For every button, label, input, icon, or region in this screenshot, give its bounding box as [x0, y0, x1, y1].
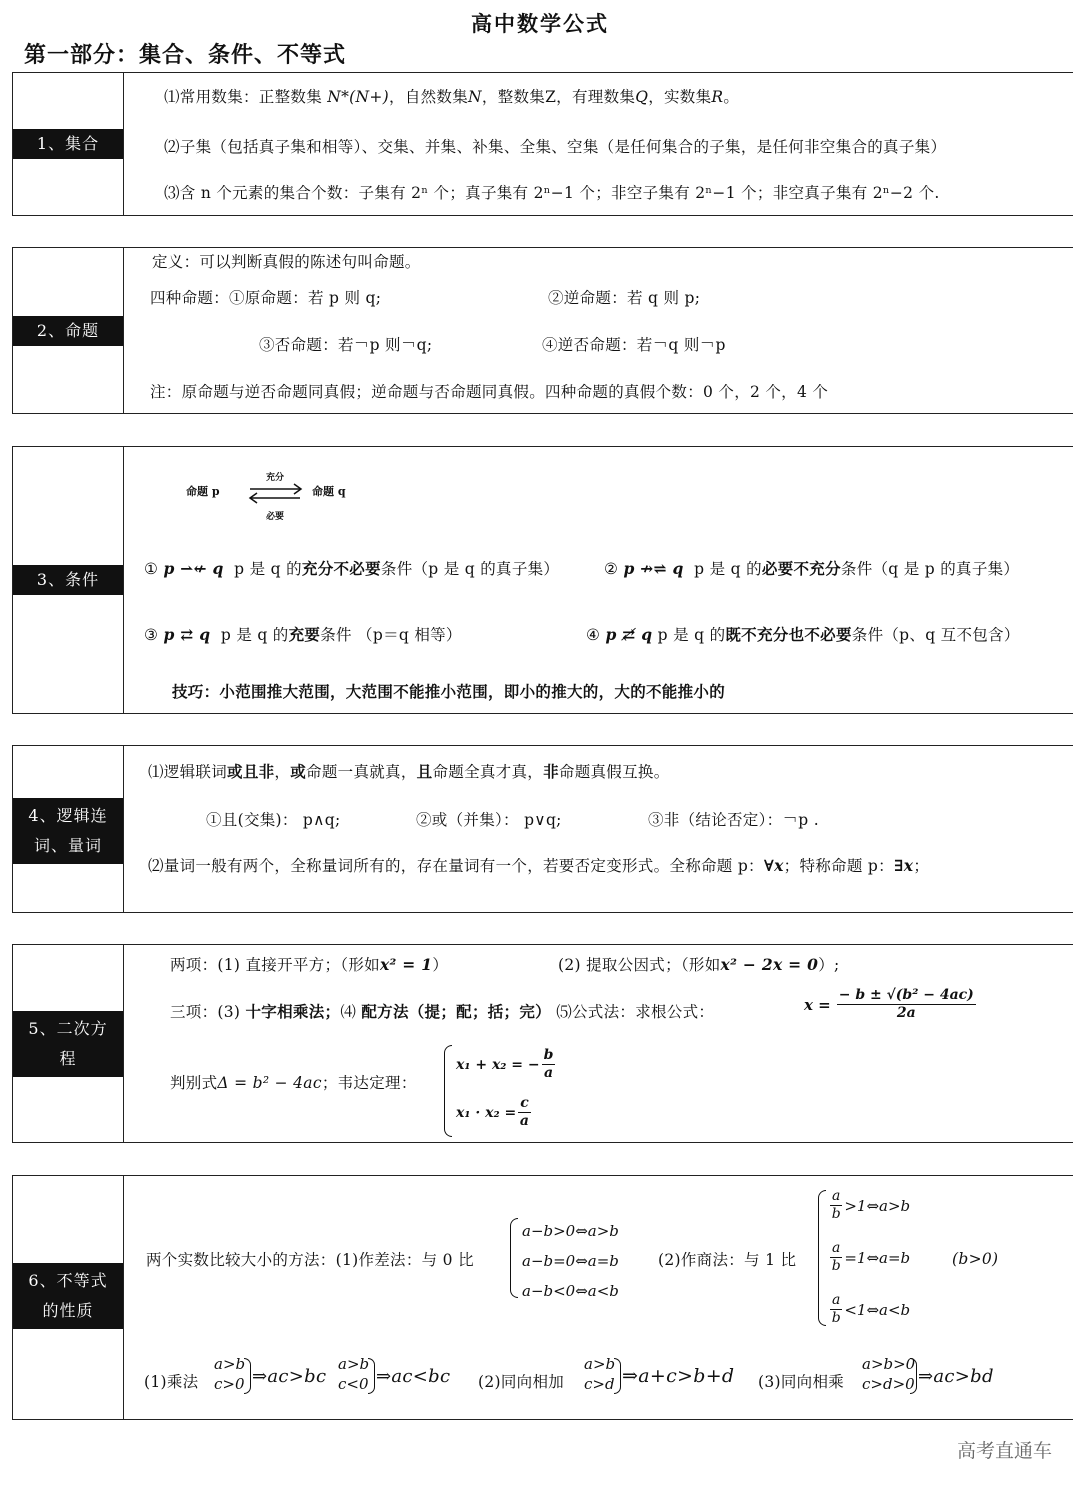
section-content: [134, 1176, 1073, 1419]
right-brace-icon: [614, 1358, 621, 1394]
math-symbol: p ⇄̸ q: [605, 625, 653, 644]
text: p 是 q 的: [234, 560, 302, 578]
left-brace-icon: [510, 1218, 518, 1298]
text: ；: [913, 857, 930, 875]
math-symbol: ∀x: [763, 856, 784, 875]
quotient-fraction: [830, 1188, 842, 1223]
section-sets: [12, 72, 1073, 216]
math-symbol: N: [468, 88, 482, 106]
watermark: 高考直通车: [956, 1440, 1052, 1462]
text: 判别式: [170, 1074, 218, 1092]
section-label-column: [12, 73, 124, 215]
text: ；特称命题 p：: [783, 857, 894, 875]
math-symbol: x₁ · x₂ =: [456, 1104, 517, 1121]
premise: a>b>0: [862, 1355, 916, 1373]
fraction-denominator: b: [831, 1310, 841, 1326]
two-term-methods: [170, 953, 448, 975]
sets-line-3: ⑶含 n 个元素的集合个数：子集有 2ⁿ 个；真子集有 2ⁿ−1 个；非空子集有 2ⁿ−1 个；非空真子集有 2ⁿ−2 个.: [164, 184, 940, 202]
section-label: [13, 798, 123, 864]
section-label-column: [12, 1176, 124, 1419]
proposition-note: 注：原命题与逆否命题同真假；逆命题与否命题同真假。四种命题的真假个数：0 个，2 个，4 个: [150, 383, 829, 401]
text: 条件（q 是 p 的真子集）: [840, 560, 1020, 578]
right-brace-icon: [244, 1358, 251, 1394]
diagram-top-label: 充分: [266, 473, 285, 483]
text: ⑴逻辑联词: [148, 763, 228, 781]
sets-line-1: [164, 85, 739, 107]
text: 配方法（提；配；括；完）: [361, 1002, 551, 1021]
text: 非: [543, 762, 559, 781]
quotient-condition: (b>0): [952, 1250, 999, 1268]
diagram-bottom-label: 必要: [266, 512, 285, 522]
left-brace-icon: [444, 1045, 452, 1137]
left-brace-icon: [818, 1190, 826, 1326]
fraction-numerator: c: [520, 1095, 529, 1111]
math-symbol: p ↛⇌ q: [623, 559, 684, 578]
case: =1⇔a=b: [844, 1248, 911, 1267]
label-line: 4、逻辑连: [28, 806, 108, 825]
proposition-definition: 定义：可以判断真假的陈述句叫命题。: [152, 253, 421, 271]
section-content: [134, 945, 1073, 1142]
premise: a>b: [584, 1355, 616, 1373]
text: 十字相乘法；: [245, 1002, 341, 1021]
premise: c<0: [338, 1375, 369, 1393]
vieta-fraction: [518, 1095, 531, 1130]
math-symbol: x =: [804, 995, 831, 1014]
case: a−b<0⇔a<b: [522, 1282, 619, 1300]
math-symbol: Q: [635, 88, 649, 106]
text: ，: [274, 763, 291, 781]
proposition-contrapositive: ④逆否命题：若￢q 则￢p: [542, 336, 726, 354]
mul-result-2: ⇒ac<bc: [376, 1366, 451, 1387]
text: ②: [604, 560, 619, 578]
quotient-fraction: [830, 1240, 842, 1275]
text: 命题一真就真，: [306, 763, 417, 781]
add-rule: [584, 1354, 615, 1394]
text: ④: [586, 626, 601, 644]
text: 三项：(3): [170, 1003, 241, 1021]
case: >1⇔a>b: [844, 1196, 911, 1215]
logic-quantifiers: [148, 854, 929, 876]
premise: c>d: [584, 1375, 615, 1393]
fraction-numerator: a: [832, 1240, 841, 1256]
section-label-column: [12, 248, 124, 413]
quotient-method: (2)作商法：与 1 比: [658, 1251, 797, 1269]
label-line: 5、二次方: [28, 1019, 108, 1038]
math-symbol: Δ = b² − 4ac: [217, 1074, 322, 1092]
text: 命题全真才真，: [432, 763, 544, 781]
document-title: 高中数学公式: [471, 11, 609, 36]
text: ，整数集Z，有理数集: [481, 88, 636, 106]
fraction-numerator: a: [832, 1292, 841, 1308]
logic-and: ①且(交集)： p∧q;: [206, 811, 341, 829]
section-label: 2、命题: [13, 316, 123, 346]
label-line: 程: [59, 1049, 77, 1068]
mul-rule-2: [338, 1354, 369, 1394]
difference-method: 两个实数比较大小的方法：(1)作差法：与 0 比: [146, 1251, 474, 1269]
text: 条件（p、q 互不包含）: [851, 626, 1020, 644]
section-conditions: [12, 446, 1073, 714]
part-title: 第一部分：集合、条件、不等式: [24, 42, 347, 68]
text: 条件（p 是 q 的真子集）: [380, 560, 560, 578]
section-quadratic: [12, 944, 1073, 1143]
label-line: 6、不等式: [28, 1271, 108, 1290]
text: ，实数集: [648, 88, 712, 106]
section-logic: [12, 745, 1073, 913]
section-label-column: [12, 945, 124, 1142]
premise: a>b: [214, 1355, 246, 1373]
math-symbol: p ⇄ q: [163, 625, 211, 644]
case: a−b=0⇔a=b: [522, 1252, 619, 1270]
text: 命题真假互换。: [558, 763, 670, 781]
proposition-converse: ②逆命题：若 q 则 p;: [548, 289, 701, 307]
text: ⑷: [340, 1003, 357, 1021]
label-line: 的性质: [42, 1301, 94, 1320]
section-label: [13, 1263, 123, 1329]
text: (2) 提取公因式；（形如: [558, 956, 721, 974]
text: ⑸公式法：求根公式：: [556, 1003, 715, 1021]
text: 且: [416, 762, 433, 781]
math-symbol: N*(N+): [327, 88, 390, 106]
fraction-numerator: a: [832, 1188, 841, 1204]
sets-line-2: ⑵子集（包括真子集和相等）、交集、并集、补集、全集、空集（是任何集合的子集，是任何非空集合的真子集）: [164, 138, 947, 156]
text: ；韦达定理：: [321, 1074, 417, 1092]
right-brace-icon: [910, 1358, 917, 1394]
vieta-product: [456, 1095, 533, 1130]
premise: c>d>0: [862, 1375, 915, 1393]
text: 必要不充分: [761, 559, 841, 578]
math-symbol: x² − 2x = 0: [720, 955, 819, 974]
quotient-case-2: [828, 1240, 910, 1275]
text: p 是 q 的: [694, 560, 762, 578]
math-symbol: p ⇀↚ q: [163, 559, 224, 578]
text: ，自然数集: [389, 88, 469, 106]
text: 或: [290, 762, 307, 781]
mul-rule-1: [214, 1354, 245, 1394]
quotient-fraction: [830, 1292, 842, 1327]
text: 两项：(1) 直接开平方；（形如: [170, 956, 380, 974]
quotient-case-3: [828, 1292, 910, 1327]
fraction-denominator: b: [831, 1258, 841, 1274]
add-result: ⇒a+c>b+d: [622, 1365, 735, 1387]
three-term-methods: [170, 1000, 714, 1022]
fraction-numerator: − b ± √(b² − 4ac): [838, 987, 974, 1003]
section-label: 1、集合: [13, 129, 123, 159]
text: 或且非: [227, 762, 275, 781]
math-symbol: R: [711, 88, 724, 106]
text: 充分不必要: [301, 559, 381, 578]
math-symbol: x² = 1: [379, 955, 433, 974]
vieta-fraction: [542, 1047, 556, 1082]
addition-label: (2)同向相加: [478, 1373, 565, 1391]
logic-or: ②或（并集）： p∨q;: [416, 811, 562, 829]
section-content: [134, 73, 1073, 215]
mult-same-direction-result: ⇒ac>bd: [918, 1366, 994, 1387]
text: ③: [144, 626, 159, 644]
condition-3: [144, 623, 462, 645]
section-label: 3、条件: [13, 565, 123, 595]
mult-same-direction-rule: [862, 1354, 915, 1394]
vieta-sum: [456, 1047, 557, 1082]
logic-not: ③非（结论否定）：￢p .: [648, 811, 819, 829]
condition-tip: 技巧：小范围推大范围，大范围不能推小范围，即小的推大的，大的不能推小的: [172, 682, 726, 701]
text: 。: [723, 88, 740, 106]
multiplication-label: (1)乘法: [144, 1373, 199, 1391]
text: ）;: [818, 956, 840, 974]
fraction-denominator: 2a: [896, 1005, 916, 1021]
root-fraction: [837, 987, 976, 1022]
mul-result-1: ⇒ac>bc: [252, 1366, 327, 1387]
section-label-column: [12, 746, 124, 912]
quotient-case-1: [828, 1188, 910, 1223]
math-symbol: x₁ + x₂ = −: [456, 1056, 540, 1073]
fraction-denominator: b: [831, 1206, 841, 1222]
text: p 是 q 的: [657, 626, 726, 644]
condition-4: [586, 623, 1020, 645]
text: 充要: [288, 625, 321, 644]
text: ⑴常用数集：正整数集: [164, 88, 323, 106]
proposition-original: 四种命题：①原命题：若 p 则 q;: [150, 289, 382, 307]
section-label-column: [12, 447, 124, 713]
math-symbol: ∃x: [893, 856, 914, 875]
fraction-denominator: a: [544, 1065, 554, 1081]
premise: a>b: [338, 1355, 370, 1373]
section-propositions: [12, 247, 1073, 414]
text: ①: [144, 560, 159, 578]
section-inequalities: [12, 1175, 1073, 1420]
root-formula: [804, 987, 978, 1022]
proposition-inverse: ③否命题：若￢p 则￢q;: [259, 336, 433, 354]
section-label: [13, 1011, 123, 1077]
section-content: [134, 447, 1073, 713]
section-content: [134, 248, 1073, 413]
case: a−b>0⇔a>b: [522, 1222, 619, 1240]
text: ）: [432, 956, 449, 974]
text: p 是 q 的: [220, 626, 289, 644]
premise: c>0: [214, 1375, 245, 1393]
diagram-p: 命题 p: [186, 485, 220, 498]
right-brace-icon: [368, 1358, 375, 1394]
text: 条件 （p＝q 相等）: [320, 626, 462, 644]
double-arrow-icon: [246, 481, 306, 507]
condition-diagram: [186, 467, 386, 527]
fraction-denominator: a: [519, 1113, 529, 1129]
condition-2: [604, 557, 1019, 579]
fraction-numerator: b: [543, 1047, 554, 1063]
diagram-q: 命题 q: [312, 485, 346, 498]
case: <1⇔a<b: [844, 1300, 911, 1319]
difference-cases: [522, 1216, 619, 1306]
mult-same-direction-label: (3)同向相乘: [758, 1373, 845, 1391]
common-factor-method: [558, 953, 840, 975]
label-line: 词、量词: [33, 836, 102, 855]
logic-line-1: [148, 760, 670, 782]
discriminant: [170, 1071, 417, 1093]
text: ⑵量词一般有两个，全称量词所有的，存在量词有一个，若要否定变形式。全称命题 p：: [148, 857, 764, 875]
text: 既不充分也不必要: [725, 625, 852, 644]
section-content: [134, 746, 1073, 912]
condition-1: [144, 557, 559, 579]
